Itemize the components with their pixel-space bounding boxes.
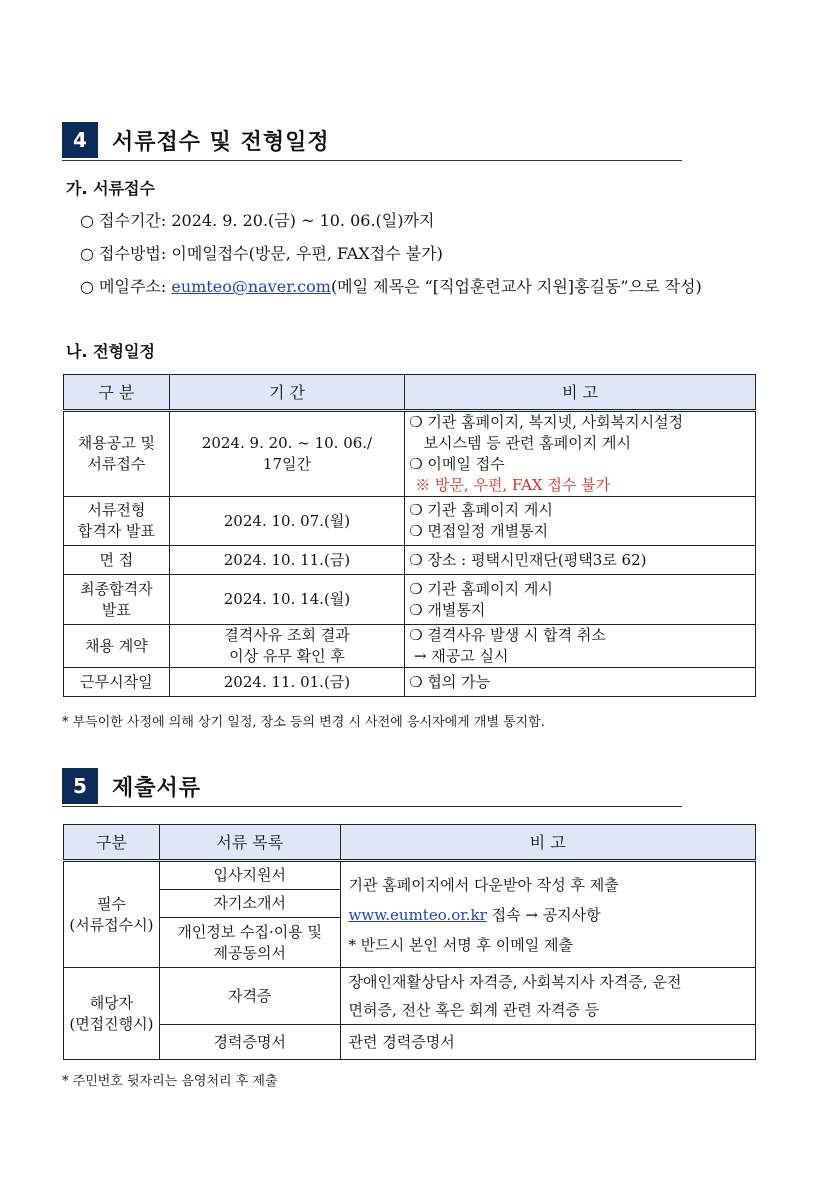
section-4-header — [62, 122, 330, 158]
table-row: 채용 계약 결격사유 조회 결과 이상 유무 확인 후 ❍ 결격사유 발생 시 합격 취소 → 재공고 실시 — [64, 625, 756, 668]
table-row: 최종합격자 발표 2024. 10. 14.(월) ❍ 기관 홈페이지 게시 ❍ 개별통지 — [64, 575, 756, 625]
header-docs: 서류 목록 — [159, 825, 340, 861]
bullet-email: ○ 메일주소: eumteo@naver.com(메일 제목은 “[직업훈련교사 지원]홍길동”으로 작성) — [80, 277, 702, 296]
table-row: 해당자 (면접진행시) 자격증 장애인재활상담사 자격증, 사회복지사 자격증, 운전 면허증, 전산 혹은 회계 관련 자격증 등 — [64, 968, 756, 1025]
header-notes: 비 고 — [340, 825, 755, 861]
email-link[interactable]: eumteo@naver.com — [171, 277, 331, 296]
table-row: 경력증명서 관련 경력증명서 — [64, 1025, 756, 1060]
section-number: 4 — [62, 122, 98, 158]
header-category: 구 분 — [64, 375, 170, 411]
table-row: 개인정보 수집·이용 및 제공동의서 — [64, 918, 756, 968]
table-header-row — [64, 825, 756, 861]
documents-table — [63, 824, 756, 1060]
section-5-header — [62, 768, 201, 804]
documents-footnote: * 주민번호 뒷자리는 음영처리 후 제출 — [62, 1074, 278, 1089]
table-header-row — [64, 375, 756, 411]
section-divider — [62, 806, 682, 807]
header-period: 기 간 — [169, 375, 404, 411]
table-row: 필수 (서류접수시) 입사지원서 기관 홈페이지에서 다운받아 작성 후 제출 www.eumteo.or.kr 접속 → 공지사항 * 반드시 본인 서명 후 이메일 제출 — [64, 861, 756, 890]
table-row: 자기소개서 — [64, 890, 756, 918]
table-row: 근무시작일 2024. 11. 01.(금) ❍ 협의 가능 — [64, 668, 756, 697]
table-row: 채용공고 및 서류접수 2024. 9. 20. ~ 10. 06./ 17일간 ❍ 기관 홈페이지, 복지넷, 사회복지시설정 보시스템 등 관련 홈페이지 게시 ❍ 이메일 접수 ※ 방문, 우편, FAX 접수 불가 — [64, 411, 756, 497]
warning-text: ※ 방문, 우편, FAX 접수 불가 — [415, 476, 611, 494]
schedule-footnote: * 부득이한 사정에 의해 상기 일정, 장소 등의 변경 시 사전에 응시자에게 개별 통지함. — [62, 715, 545, 730]
section-divider — [62, 160, 682, 161]
website-link[interactable]: www.eumteo.or.kr — [348, 905, 487, 924]
table-row: 서류전형 합격자 발표 2024. 10. 07.(월) ❍ 기관 홈페이지 게시 ❍ 면접일정 개별통지 — [64, 497, 756, 546]
header-category: 구분 — [64, 825, 160, 861]
section-number: 5 — [62, 768, 98, 804]
bullet-method: ○ 접수방법: 이메일접수(방문, 우편, FAX접수 불가) — [80, 244, 443, 263]
subheading-application: 가. 서류접수 — [66, 179, 155, 198]
schedule-table — [63, 374, 756, 697]
bullet-period: ○ 접수기간: 2024. 9. 20.(금) ~ 10. 06.(일)까지 — [80, 211, 435, 230]
subheading-schedule: 나. 전형일정 — [66, 342, 155, 361]
header-notes: 비 고 — [405, 375, 756, 411]
section-title: 서류접수 및 전형일정 — [112, 129, 330, 155]
section-title: 제출서류 — [112, 775, 202, 801]
table-row: 면 접 2024. 10. 11.(금) ❍ 장소 : 평택시민재단(평택3로 62) — [64, 546, 756, 575]
